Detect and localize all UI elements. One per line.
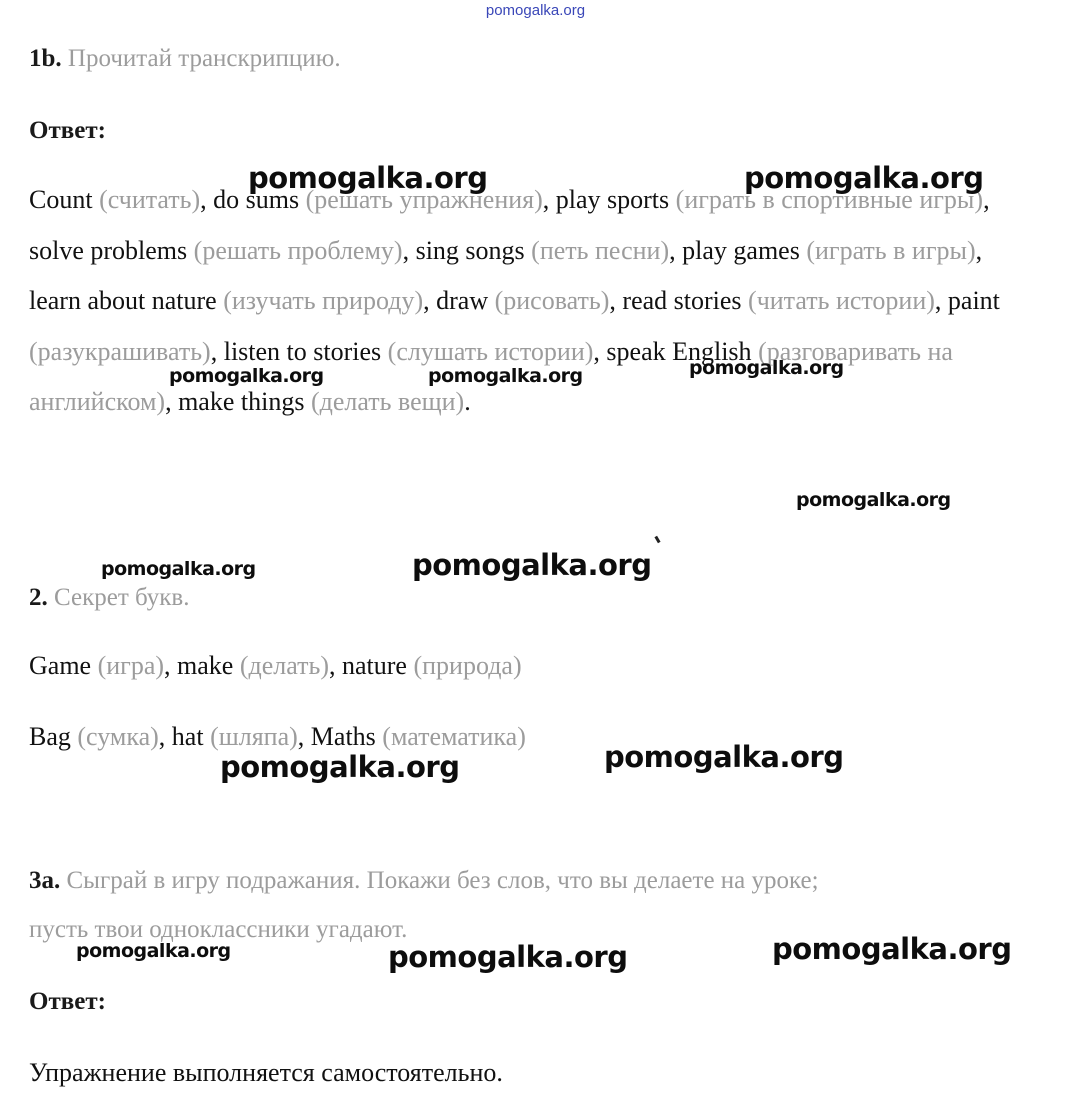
- phrase-english: listen to stories: [223, 336, 382, 366]
- phrase-english: hat: [171, 722, 204, 751]
- phrase-english: make: [177, 651, 234, 680]
- task-title: Прочитай транскрипцию.: [67, 45, 341, 72]
- phrase-english: sing songs: [415, 235, 525, 265]
- watermark: pomogalka.org: [220, 750, 460, 784]
- watermark: pomogalka.org: [689, 357, 844, 379]
- task-2-line-1: Game (игра), make (делать), nature (природа): [29, 651, 522, 680]
- phrase-translation: (рисовать): [494, 286, 610, 315]
- phrase-translation: (природа): [413, 651, 522, 680]
- task-2-heading: [29, 583, 189, 613]
- task-1b-heading: [29, 44, 341, 74]
- phrase-english: read stories: [622, 286, 742, 315]
- phrase-translation: (петь песни): [531, 235, 670, 265]
- phrase-english: learn about nature: [29, 286, 217, 315]
- phrase-translation: (делать вещи): [310, 387, 465, 416]
- watermark: pomogalka.org: [388, 940, 628, 974]
- task-number: 3a.: [29, 867, 61, 894]
- phrase-translation: (играть в игры): [806, 235, 976, 265]
- phrase-english: Bag: [29, 722, 71, 751]
- task-2-line-2: Bag (сумка), hat (шляпа), Maths (математика): [29, 722, 526, 751]
- stray-mark: [654, 536, 660, 544]
- phrase-translation: (слушать истории): [387, 336, 594, 366]
- phrase-translation: (математика): [382, 722, 526, 751]
- task-title-line-2: пусть твои одноклассники угадают.: [29, 916, 408, 943]
- watermark: pomogalka.org: [428, 365, 583, 387]
- phrase-translation: (изучать природу): [223, 286, 424, 315]
- phrase-translation: (сумка): [77, 722, 159, 751]
- site-url-header: pomogalka.org: [485, 2, 586, 19]
- task-title: Сыграй в игру подражания. Покажи без слов, что вы делаете на уроке;: [66, 867, 819, 894]
- task-number: 2.: [29, 584, 48, 611]
- watermark: pomogalka.org: [772, 932, 1012, 966]
- watermark: pomogalka.org: [248, 161, 488, 195]
- phrase-english: play sports: [555, 185, 670, 214]
- phrase-translation: (шляпа): [210, 722, 298, 751]
- phrase-translation: (разговаривать на английском): [29, 336, 953, 416]
- phrase-english: paint: [947, 286, 1000, 315]
- phrase-translation: (решать проблему): [193, 235, 403, 265]
- watermark: pomogalka.org: [412, 548, 652, 582]
- watermark: pomogalka.org: [604, 740, 844, 774]
- watermark: pomogalka.org: [76, 940, 231, 962]
- phrase-english: make things: [178, 387, 305, 416]
- phrase-english: draw: [436, 286, 489, 315]
- phrase-english: do sums: [213, 185, 300, 214]
- task-number: 1b.: [29, 45, 62, 72]
- answer-text: Упражнение выполняется самостоятельно.: [29, 1058, 503, 1087]
- phrase-english: Maths: [310, 722, 376, 751]
- watermark: pomogalka.org: [101, 558, 256, 580]
- watermark: pomogalka.org: [169, 365, 324, 387]
- answer-label: Ответ:: [29, 988, 106, 1015]
- task-title: Секрет букв.: [54, 584, 190, 611]
- phrase-english: nature: [342, 651, 407, 680]
- phrase-translation: (делать): [239, 651, 329, 680]
- phrase-translation: (читать истории): [748, 286, 935, 315]
- phrase-translation: (разукрашивать): [29, 336, 211, 366]
- watermark: pomogalka.org: [796, 489, 951, 511]
- phrase-english: solve problems: [29, 235, 188, 265]
- answer-label: Ответ:: [29, 117, 106, 144]
- phrase-translation: (игра): [97, 651, 165, 680]
- watermark: pomogalka.org: [744, 161, 984, 195]
- phrase-translation: (считать): [99, 185, 201, 214]
- phrase-english: speak English: [606, 336, 752, 366]
- phrase-english: play games: [682, 235, 800, 265]
- phrase-translation: (играть в спортивные игры): [675, 185, 984, 214]
- phrase-english: Count: [29, 185, 93, 214]
- task-3a-heading: [29, 866, 819, 896]
- phrase-english: Game: [29, 651, 92, 680]
- phrase-translation: (решать упражнения): [305, 185, 543, 214]
- task-1b-answer-paragraph: Count (считать), do sums (решать упражнения), play sports (играть в спортивные игры), solve problems (решать проблему), sing songs (петь песни), play games (играть в игры), learn about nature (изучать природу), draw (рисовать), read stories (читать истории), paint (разукрашивать), listen to stories (слушать истории), speak English (разговаривать на английском), make things (делать вещи).: [29, 185, 1000, 416]
